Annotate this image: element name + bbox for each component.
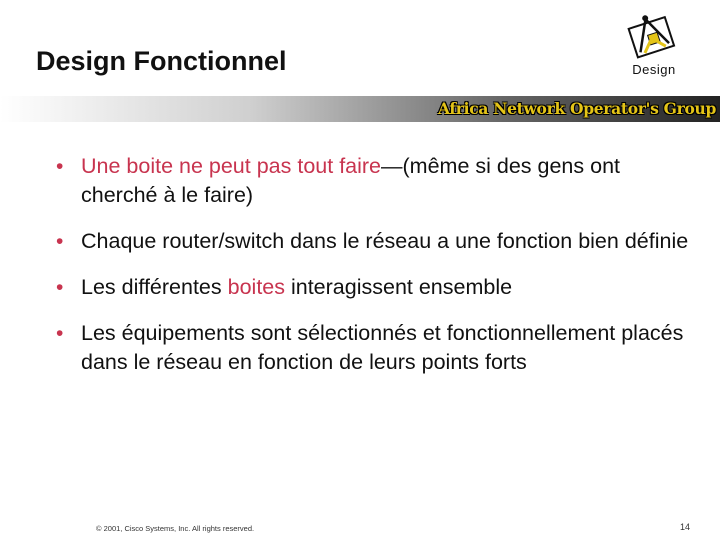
page-number: 14	[679, 522, 690, 532]
logo-caption: Design	[632, 62, 676, 77]
bullet-text: Les différentes	[81, 275, 228, 299]
bullet-text: Les équipements sont sélectionnés et fonctionnellement placés dans le réseau en fonction de leurs points forts	[81, 321, 684, 374]
bullet-dot-icon: •	[56, 230, 64, 253]
bullet-highlight: Une boite ne peut pas tout faire	[81, 154, 382, 178]
bullet-item	[56, 152, 696, 210]
bullet-text: Chaque router/switch dans le réseau a une fonction bien définie	[81, 229, 689, 253]
bullet-text: (même si des gens ont cherché à le faire)	[81, 154, 621, 207]
brand-wordmark: Africa Network Operator's Group	[437, 99, 716, 118]
bullet-list	[56, 152, 696, 377]
slide-title: Design Fonctionnel	[36, 46, 287, 76]
bullet-dot-icon: •	[56, 276, 64, 299]
bullet-highlight: boites	[227, 275, 285, 299]
bullet-text: interagissent ensemble	[285, 275, 513, 299]
bullet-item	[56, 273, 696, 302]
bullet-dot-icon: •	[56, 155, 64, 178]
bullet-item	[56, 319, 696, 377]
bullet-dot-icon: •	[56, 322, 64, 345]
bullet-item	[56, 227, 696, 256]
bullet-dash: —	[381, 154, 403, 178]
footer-copyright: © 2001, Cisco Systems, Inc. All rights reserved.	[96, 524, 255, 533]
